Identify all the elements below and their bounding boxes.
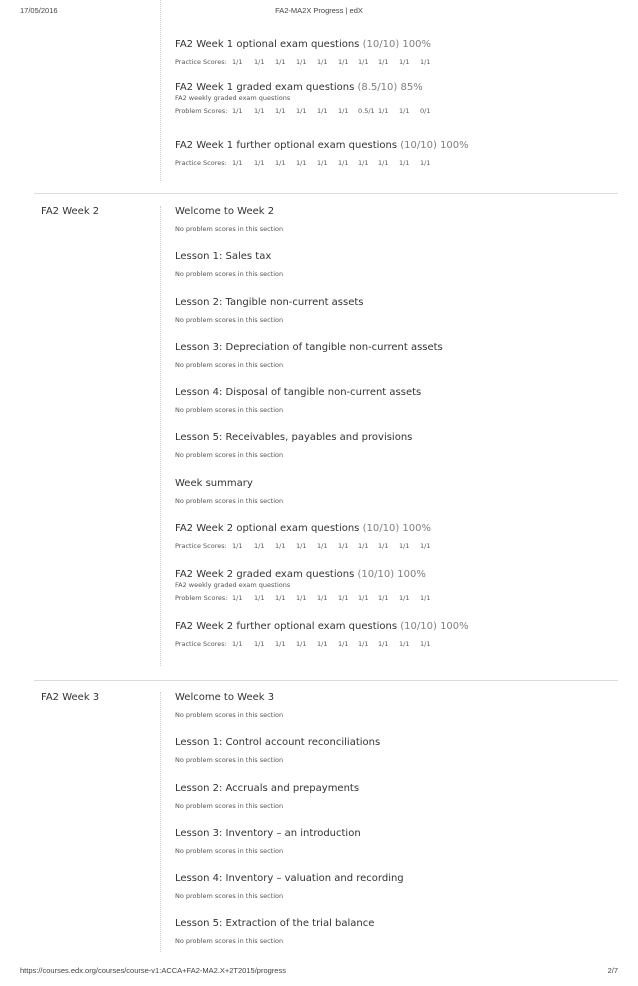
problem-score: 1/1 (338, 107, 349, 115)
no-scores-text: No problem scores in this section (175, 802, 284, 810)
section-title[interactable] (175, 478, 618, 490)
scores-label: Practice Scores: (175, 542, 227, 550)
section (175, 297, 618, 324)
chapter (20, 39, 618, 181)
section (175, 39, 618, 66)
problem-score: 1/1 (317, 107, 328, 115)
no-scores-text: No problem scores in this section (175, 937, 284, 945)
problem-score: 1/1 (378, 542, 389, 550)
problem-score: 1/1 (399, 107, 410, 115)
chapter (20, 692, 618, 952)
problem-score: 1/1 (338, 640, 349, 648)
print-page-title: FA2-MA2X Progress | edX (275, 6, 363, 15)
section-title[interactable] (175, 39, 618, 51)
section-score: (10/10) 100% (400, 621, 469, 632)
problem-score: 1/1 (317, 542, 328, 550)
problem-score: 1/1 (317, 594, 328, 602)
section (175, 523, 618, 550)
problem-score: 1/1 (296, 640, 307, 648)
section-title[interactable] (175, 783, 618, 795)
section (175, 342, 618, 369)
problem-score: 1/1 (296, 58, 307, 66)
problem-score: 1/1 (378, 594, 389, 602)
problem-score: 1/1 (232, 159, 243, 167)
section-title[interactable] (175, 828, 618, 840)
problem-score: 1/1 (420, 594, 431, 602)
section-title[interactable] (175, 387, 618, 399)
section-title-text[interactable]: FA2 Week 1 graded exam questions (175, 82, 355, 93)
scores-row (175, 640, 618, 648)
no-scores-text: No problem scores in this section (175, 711, 284, 719)
scores-row (175, 594, 618, 602)
section-title-text[interactable]: FA2 Week 2 optional exam questions (175, 523, 360, 534)
problem-score: 1/1 (399, 159, 410, 167)
section-title[interactable] (175, 918, 618, 930)
scores-label: Practice Scores: (175, 58, 227, 66)
section (175, 432, 618, 459)
section (175, 692, 618, 719)
problem-score: 1/1 (275, 58, 286, 66)
chapter (20, 206, 618, 666)
problem-score: 1/1 (232, 542, 243, 550)
scores-label: Practice Scores: (175, 640, 227, 648)
section (175, 140, 618, 167)
problem-score: 1/1 (378, 640, 389, 648)
chapter-name: FA2 Week 3 (41, 692, 100, 703)
section-title-text[interactable]: FA2 Week 2 further optional exam questions (175, 621, 398, 632)
problem-score: 1/1 (275, 542, 286, 550)
no-scores-text: No problem scores in this section (175, 270, 284, 278)
section (175, 918, 618, 945)
section-title[interactable] (175, 569, 618, 581)
section-title[interactable] (175, 873, 618, 885)
scores-row (175, 159, 618, 167)
section-title-text[interactable]: FA2 Week 2 graded exam questions (175, 569, 355, 580)
section (175, 621, 618, 648)
scores-row (175, 58, 618, 66)
problem-score: 1/1 (399, 58, 410, 66)
chapter-divider (34, 193, 618, 194)
section-title-text[interactable]: Lesson 2: Tangible non-current assets (175, 297, 364, 308)
no-scores-text: No problem scores in this section (175, 316, 284, 324)
print-url: https://courses.edx.org/courses/course-v1:ACCA+FA2-MA2.X+2T2015/progress (20, 966, 286, 975)
problem-score: 1/1 (275, 640, 286, 648)
problem-score: 1/1 (399, 542, 410, 550)
section-title[interactable] (175, 82, 618, 94)
problem-score: 1/1 (254, 640, 265, 648)
section-score: (10/10) 100% (357, 569, 426, 580)
problem-score: 1/1 (254, 159, 265, 167)
problem-score: 1/1 (275, 594, 286, 602)
section-score: (10/10) 100% (362, 523, 431, 534)
problem-score: 1/1 (399, 640, 410, 648)
problem-score: 1/1 (254, 542, 265, 550)
problem-score: 1/1 (317, 159, 328, 167)
section-title[interactable] (175, 692, 618, 704)
chapter-sections (160, 0, 618, 181)
section (175, 873, 618, 900)
section-title[interactable] (175, 621, 618, 633)
problem-score: 1/1 (317, 640, 328, 648)
section-title-text[interactable]: Welcome to Week 2 (175, 206, 275, 217)
scores-row (175, 107, 618, 115)
print-footer (20, 966, 618, 978)
problem-score: 1/1 (420, 159, 431, 167)
problem-score: 1/1 (338, 58, 349, 66)
scores-label: Problem Scores: (175, 594, 228, 602)
problem-score: 1/1 (378, 159, 389, 167)
no-scores-text: No problem scores in this section (175, 892, 284, 900)
section-title[interactable] (175, 432, 618, 444)
section-score: (10/10) 100% (362, 39, 431, 50)
problem-score: 1/1 (420, 58, 431, 66)
problem-score: 1/1 (254, 594, 265, 602)
section-title-text[interactable]: Lesson 1: Sales tax (175, 251, 272, 262)
no-scores-text: No problem scores in this section (175, 497, 284, 505)
section-title-text[interactable]: FA2 Week 1 further optional exam questions (175, 140, 398, 151)
problem-score: 1/1 (296, 542, 307, 550)
section-subtitle: FA2 weekly graded exam questions (175, 581, 291, 589)
scores-label: Practice Scores: (175, 159, 227, 167)
problem-score: 1/1 (232, 58, 243, 66)
section (175, 828, 618, 855)
problem-score: 1/1 (232, 640, 243, 648)
section (175, 387, 618, 414)
section-title[interactable] (175, 140, 618, 152)
section-title[interactable] (175, 737, 618, 749)
no-scores-text: No problem scores in this section (175, 361, 284, 369)
section-score: (10/10) 100% (400, 140, 469, 151)
problem-score: 1/1 (296, 594, 307, 602)
section-title-text[interactable]: Welcome to Week 3 (175, 692, 275, 703)
print-page-number: 2/7 (607, 966, 618, 975)
print-date: 17/05/2016 (20, 6, 58, 15)
section-title-text[interactable]: Lesson 2: Accruals and prepayments (175, 783, 360, 794)
problem-score: 1/1 (338, 542, 349, 550)
section-title[interactable] (175, 523, 618, 535)
section (175, 478, 618, 505)
section (175, 251, 618, 278)
chapter-divider (34, 680, 618, 681)
section (175, 82, 618, 115)
problem-score: 1/1 (420, 640, 431, 648)
chapter-name: FA2 Week 2 (41, 206, 100, 217)
scores-row (175, 542, 618, 550)
section-title-text[interactable]: Lesson 4: Disposal of tangible non-current assets (175, 387, 422, 398)
section-title-text[interactable]: Lesson 3: Depreciation of tangible non-current assets (175, 342, 443, 353)
problem-score: 1/1 (358, 542, 369, 550)
section-title-text[interactable]: Lesson 4: Inventory – valuation and recording (175, 873, 404, 884)
no-scores-text: No problem scores in this section (175, 225, 284, 233)
problem-score: 1/1 (358, 58, 369, 66)
section-title-text[interactable]: Week summary (175, 478, 253, 489)
no-scores-text: No problem scores in this section (175, 847, 284, 855)
scores-label: Problem Scores: (175, 107, 228, 115)
problem-score: 1/1 (296, 107, 307, 115)
problem-score: 1/1 (254, 107, 265, 115)
problem-score: 1/1 (232, 107, 243, 115)
section-title-text[interactable]: FA2 Week 1 optional exam questions (175, 39, 360, 50)
section-title[interactable] (175, 342, 618, 354)
chapter-sections (160, 206, 618, 666)
section-title[interactable] (175, 297, 618, 309)
section-title[interactable] (175, 251, 618, 263)
section-title[interactable] (175, 206, 618, 218)
problem-score: 1/1 (378, 58, 389, 66)
problem-score: 1/1 (254, 58, 265, 66)
problem-score: 0.5/1 (358, 107, 375, 115)
no-scores-text: No problem scores in this section (175, 756, 284, 764)
section-title-text[interactable]: Lesson 5: Extraction of the trial balance (175, 918, 375, 929)
problem-score: 1/1 (317, 58, 328, 66)
problem-score: 1/1 (296, 159, 307, 167)
problem-score: 1/1 (378, 107, 389, 115)
no-scores-text: No problem scores in this section (175, 406, 284, 414)
section-score: (8.5/10) 85% (357, 82, 423, 93)
problem-score: 0/1 (420, 107, 431, 115)
problem-score: 1/1 (399, 594, 410, 602)
problem-score: 1/1 (338, 594, 349, 602)
section (175, 783, 618, 810)
chapter-sections (160, 692, 618, 952)
problem-score: 1/1 (420, 542, 431, 550)
section-subtitle: FA2 weekly graded exam questions (175, 94, 291, 102)
problem-score: 1/1 (338, 159, 349, 167)
section-title-text[interactable]: Lesson 3: Inventory – an introduction (175, 828, 361, 839)
problem-score: 1/1 (358, 640, 369, 648)
section (175, 737, 618, 764)
problem-score: 1/1 (232, 594, 243, 602)
problem-score: 1/1 (275, 107, 286, 115)
problem-score: 1/1 (358, 594, 369, 602)
problem-score: 1/1 (275, 159, 286, 167)
section (175, 206, 618, 233)
problem-score: 1/1 (358, 159, 369, 167)
section (175, 569, 618, 602)
section-title-text[interactable]: Lesson 5: Receivables, payables and provisions (175, 432, 413, 443)
section-title-text[interactable]: Lesson 1: Control account reconciliations (175, 737, 381, 748)
no-scores-text: No problem scores in this section (175, 451, 284, 459)
